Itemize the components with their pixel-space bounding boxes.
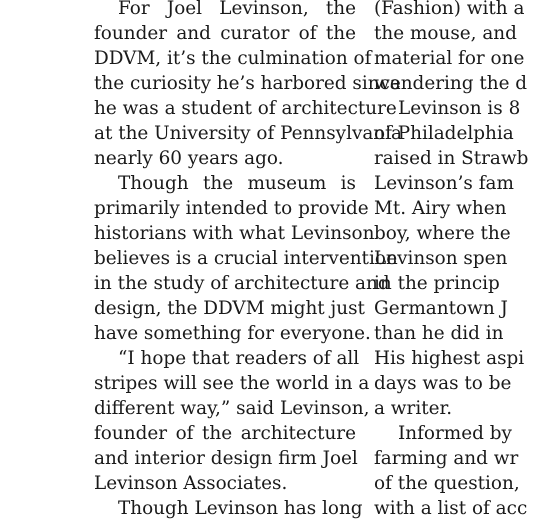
text-line: raised in Strawb: [374, 148, 529, 169]
paragraph-2: [94, 171, 398, 346]
text-line: Levinson is 8: [398, 98, 521, 119]
text-line: historians with what Levinson: [94, 223, 375, 244]
text-line: (Fashion) with a: [374, 0, 525, 19]
text-line: different way,” said Levinson,: [94, 398, 370, 419]
text-line: stripes will see the world in a: [94, 373, 370, 394]
text-line: in the princip: [374, 273, 500, 294]
text-line: than he did in: [374, 323, 504, 344]
article-column-left: [94, 0, 402, 521]
text-line: he was a student of architecture: [94, 98, 397, 119]
text-line: Levinson Associates.: [94, 473, 288, 494]
text-line: boy, where the: [374, 223, 511, 244]
text-line: founder and curator of the: [94, 23, 356, 44]
text-line: DDVM, it’s the culmination of: [94, 48, 372, 69]
text-line: at the University of Pennsylvania: [94, 123, 402, 144]
text-line: Levinson’s fam: [374, 173, 514, 194]
text-line: believes is a crucial intervention: [94, 248, 398, 269]
text-line: material for one: [374, 48, 525, 69]
article-column-right: [374, 0, 534, 521]
text-line: of the question,: [374, 473, 520, 494]
text-line: Informed by: [398, 423, 512, 444]
text-line: the curiosity he’s harbored since: [94, 73, 401, 94]
text-line: primarily intended to provide: [94, 198, 369, 219]
text-line: Though the museum is: [118, 173, 356, 194]
text-line: founder of the architecture: [94, 423, 356, 444]
text-line: in the study of architecture and: [94, 273, 390, 294]
text-line: His highest aspi: [374, 348, 525, 369]
text-line: For Joel Levinson, the: [118, 0, 356, 19]
text-line: Germantown J: [374, 298, 508, 319]
text-line: days was to be: [374, 373, 512, 394]
text-line: Levinson spen: [374, 248, 508, 269]
text-line: farming and wr: [374, 448, 519, 469]
text-line: “I hope that readers of all: [118, 348, 360, 369]
text-line: design, the DDVM might just: [94, 298, 365, 319]
text-line: a writer.: [374, 398, 453, 419]
paragraph-3: [94, 346, 370, 496]
text-line: Mt. Airy when: [374, 198, 507, 219]
text-line: Though Levinson has long: [118, 498, 363, 519]
text-line: nearly 60 years ago.: [94, 148, 284, 169]
paragraph-1: [94, 0, 402, 171]
paragraph-4: [94, 496, 363, 521]
text-line: the mouse, and: [374, 23, 517, 44]
text-line: of Philadelphia: [374, 123, 514, 144]
text-line: with a list of acc: [374, 498, 528, 519]
text-line: have something for everyone.: [94, 323, 371, 344]
text-line: wandering the d: [374, 73, 528, 94]
text-line: and interior design firm Joel: [94, 448, 358, 469]
